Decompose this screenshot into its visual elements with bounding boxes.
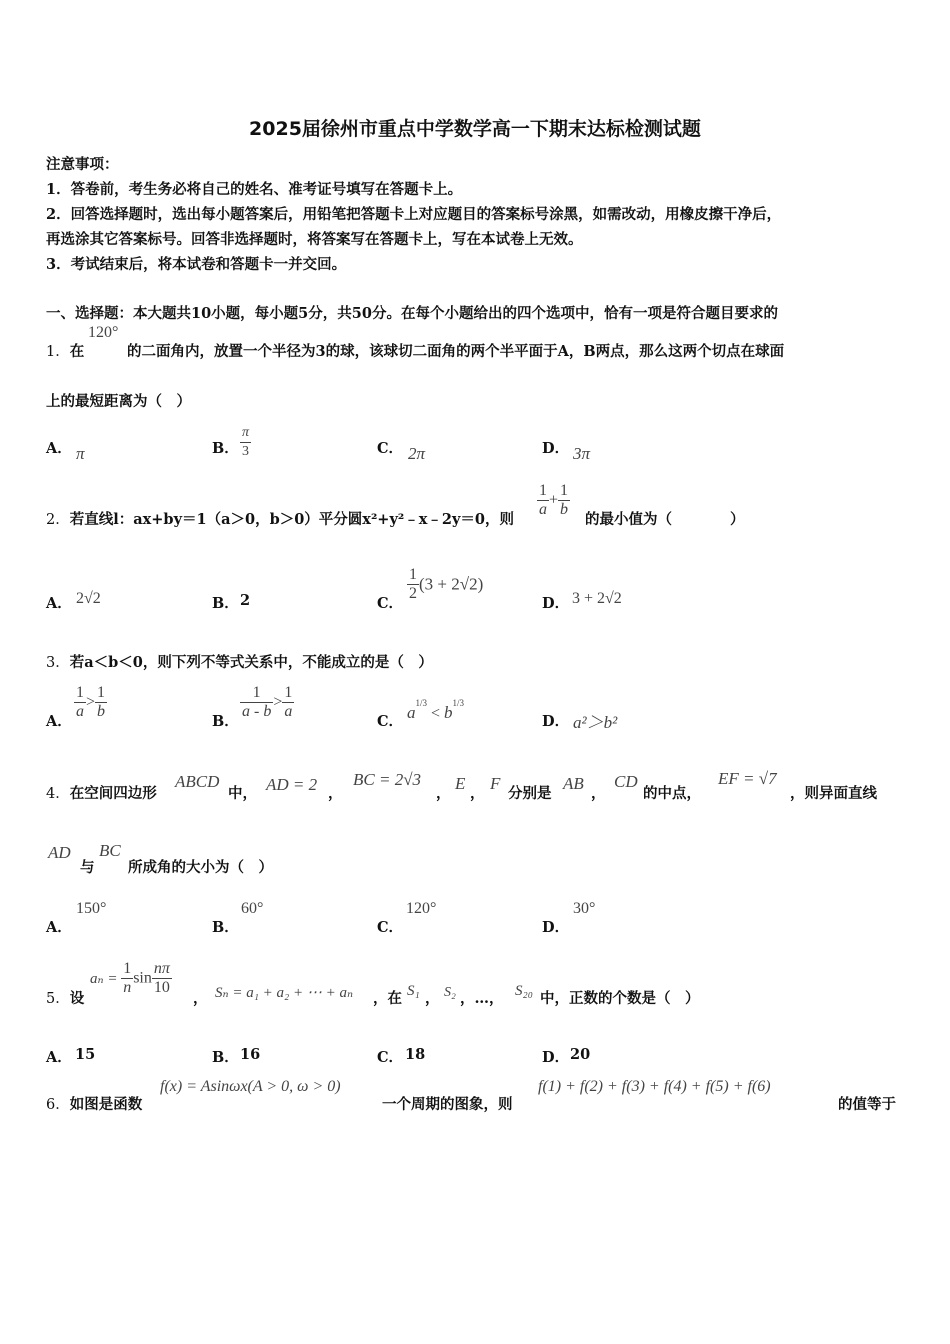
q4-tail: ，则异面直线 (790, 785, 877, 802)
q1-option-c: 2π (408, 444, 426, 463)
q5-option-c: 18 (405, 1046, 426, 1063)
notice-item: 2．回答选择题时，选出每小题答案后，用铅笔把答题卡上对应题目的答案标号涂黑，如需改动，用橡皮擦干净后， (46, 206, 782, 223)
q5-tail: 中，正数的个数是（ ） (540, 990, 700, 1007)
q2-option-b: 2 (240, 592, 251, 609)
q4-option-a: 150° (76, 900, 107, 917)
question-4 (46, 782, 157, 803)
q1-option-d-label: D． (542, 440, 570, 457)
fraction-denominator: 3 (240, 442, 251, 461)
q6-tail: 的值等于 (838, 1096, 896, 1113)
fraction-numerator: π (242, 425, 250, 440)
q4-mid: 中， (228, 785, 257, 802)
q5-option-d: 20 (570, 1046, 591, 1063)
q4-line2-ad: AD (48, 843, 71, 862)
q5-an-formula: aₙ = $\frac{1}{n}$ sin $\frac{n\pi}{10}$ (90, 960, 170, 996)
q5-zai: ，在 (373, 990, 402, 1007)
q3-option-b: $\frac{1}{a - b}$ > $\frac{1}{a}$ (242, 684, 293, 720)
q5-option-c-label: C． (377, 1049, 404, 1066)
question-number: 5． (46, 991, 70, 1007)
q3-text: 若a＜b＜0，则下列不等式关系中，不能成立的是（ ） (69, 654, 433, 671)
notice-item: 再选涂其它答案标号。回答非选择题时，将答案写在答题卡上，写在本试卷上无效。 (46, 231, 583, 248)
q2-option-c: $\frac{1}{2}$ (3 + 2√2) (409, 566, 484, 602)
q4-cd: CD (614, 772, 638, 791)
q1-option-a: π (76, 444, 85, 463)
q5-option-d-label: D． (542, 1049, 570, 1066)
q4-yu: 与 (80, 859, 95, 876)
q2-option-c-expr: (3 + 2√2) (419, 574, 484, 594)
q6-mid: 一个周期的图象，则 (382, 1096, 513, 1113)
notice-heading: 注意事项： (46, 156, 119, 173)
q4-ab: AB (563, 774, 584, 793)
q2-option-d-label: D． (542, 595, 570, 612)
q2-option-d: 3 + 2√2 (572, 590, 622, 607)
q3-option-d-label: D． (542, 713, 570, 730)
q5-s1: S₁ (407, 983, 420, 999)
q2-text: 若直线l：ax+by＝1（a＞0，b＞0）平分圆x²+y²﹣x﹣2y＝0，则 (69, 511, 514, 528)
q4-ad: AD = 2 (266, 775, 318, 794)
q1-angle: 120° (88, 324, 119, 341)
q3-option-c-label: C． (377, 713, 404, 730)
q4-fenbie: 分别是 (508, 785, 552, 802)
q4-option-d-label: D． (542, 919, 570, 936)
q4-option-b-label: B． (212, 919, 239, 936)
question-number: 6． (46, 1097, 70, 1113)
question-number: 4． (46, 786, 70, 802)
q4-ef: EF = √7 (718, 769, 777, 788)
q4-bc: BC = 2√3 (353, 770, 422, 789)
q4-pre: 在空间四边形 (69, 785, 157, 802)
question-6 (46, 1093, 142, 1114)
q4-option-b: 60° (241, 900, 264, 917)
q1-option-a-label: A． (46, 440, 72, 457)
q4-abcd: ABCD (175, 772, 220, 791)
q2-option-c-label: C． (377, 595, 404, 612)
question-number: 3． (46, 655, 70, 671)
page-title: 2025届徐州市重点中学数学高一下期末达标检测试题 (249, 118, 701, 140)
question-1 (46, 340, 84, 361)
q3-option-c: $a^{1/3} < b^{1/3}$ (407, 698, 465, 722)
notice-item: 1．答卷前，考生务必将自己的姓名、准考证号填写在答题卡上。 (46, 181, 463, 198)
q2-option-a: 2√2 (76, 590, 101, 607)
question-5 (46, 987, 84, 1008)
section-heading: 一、选择题：本大题共10小题，每小题5分，共50分。在每个小题给出的四个选项中，恰有一项是符合题目要求的 (46, 305, 778, 322)
q4-line2-text: 所成角的大小为（ ） (128, 859, 273, 876)
q2-option-a-label: A． (46, 595, 72, 612)
q4-e: E (455, 774, 466, 793)
q5-dots: ，…， (460, 990, 504, 1007)
q2-suffix: 的最小值为（ ） (585, 511, 745, 528)
q6-func: f(x) = Asinωx(A > 0, ω > 0) (160, 1078, 341, 1095)
q6-pre: 如图是函数 (69, 1096, 143, 1113)
q5-pre: 设 (69, 990, 85, 1007)
notice-item: 3．考试结束后，将本试卷和答题卡一并交回。 (46, 256, 347, 273)
q2-option-b-label: B． (212, 595, 239, 612)
q5-an: aₙ = (90, 971, 122, 987)
q6-sum: f(1) + f(2) + f(3) + f(4) + f(5) + f(6) (538, 1078, 771, 1095)
q2-expression: $\frac{1}{a}$ + $\frac{1}{b}$ (539, 482, 569, 518)
q1-option-b-label: B． (212, 440, 239, 457)
q1-text: 的二面角内，放置一个半径为3的球，该球切二面角的两个半平面于A，B两点，那么这两个切点在球面 (127, 343, 785, 360)
q4-line2-bc: BC (99, 841, 121, 860)
q1-option-b (240, 424, 251, 461)
q1-option-d: 3π (573, 444, 591, 463)
q5-s20: S₂₀ (515, 983, 533, 999)
q4-f: F (490, 774, 501, 793)
q4-option-c-label: C． (377, 919, 404, 936)
question-number: 1． (46, 344, 70, 360)
q4-option-a-label: A． (46, 919, 72, 936)
q5-s2: S₂ (444, 985, 456, 1000)
q3-option-d: a²＞b² (573, 713, 618, 732)
q5-option-b-label: B． (212, 1049, 239, 1066)
question-3 (46, 651, 433, 672)
q1-text-line2: 上的最短距离为（ ） (46, 393, 191, 410)
q5-sn: Sₙ = a₁ + a₂ + ⋯ + aₙ (215, 985, 354, 1001)
question-number: 2． (46, 512, 70, 528)
q4-zhongdian: 的中点， (643, 785, 701, 802)
q4-option-d: 30° (573, 900, 596, 917)
q3-option-a: $\frac{1}{a}$ > $\frac{1}{b}$ (76, 684, 106, 720)
question-2 (46, 508, 514, 529)
q5-option-a-label: A． (46, 1049, 72, 1066)
q5-option-a: 15 (75, 1046, 96, 1063)
q1-pre: 在 (69, 343, 85, 360)
q4-option-c: 120° (406, 900, 437, 917)
q3-option-a-label: A． (46, 713, 72, 730)
q1-option-c-label: C． (377, 440, 404, 457)
q5-sin: sin (133, 969, 152, 987)
q3-option-b-label: B． (212, 713, 239, 730)
q5-option-b: 16 (240, 1046, 261, 1063)
